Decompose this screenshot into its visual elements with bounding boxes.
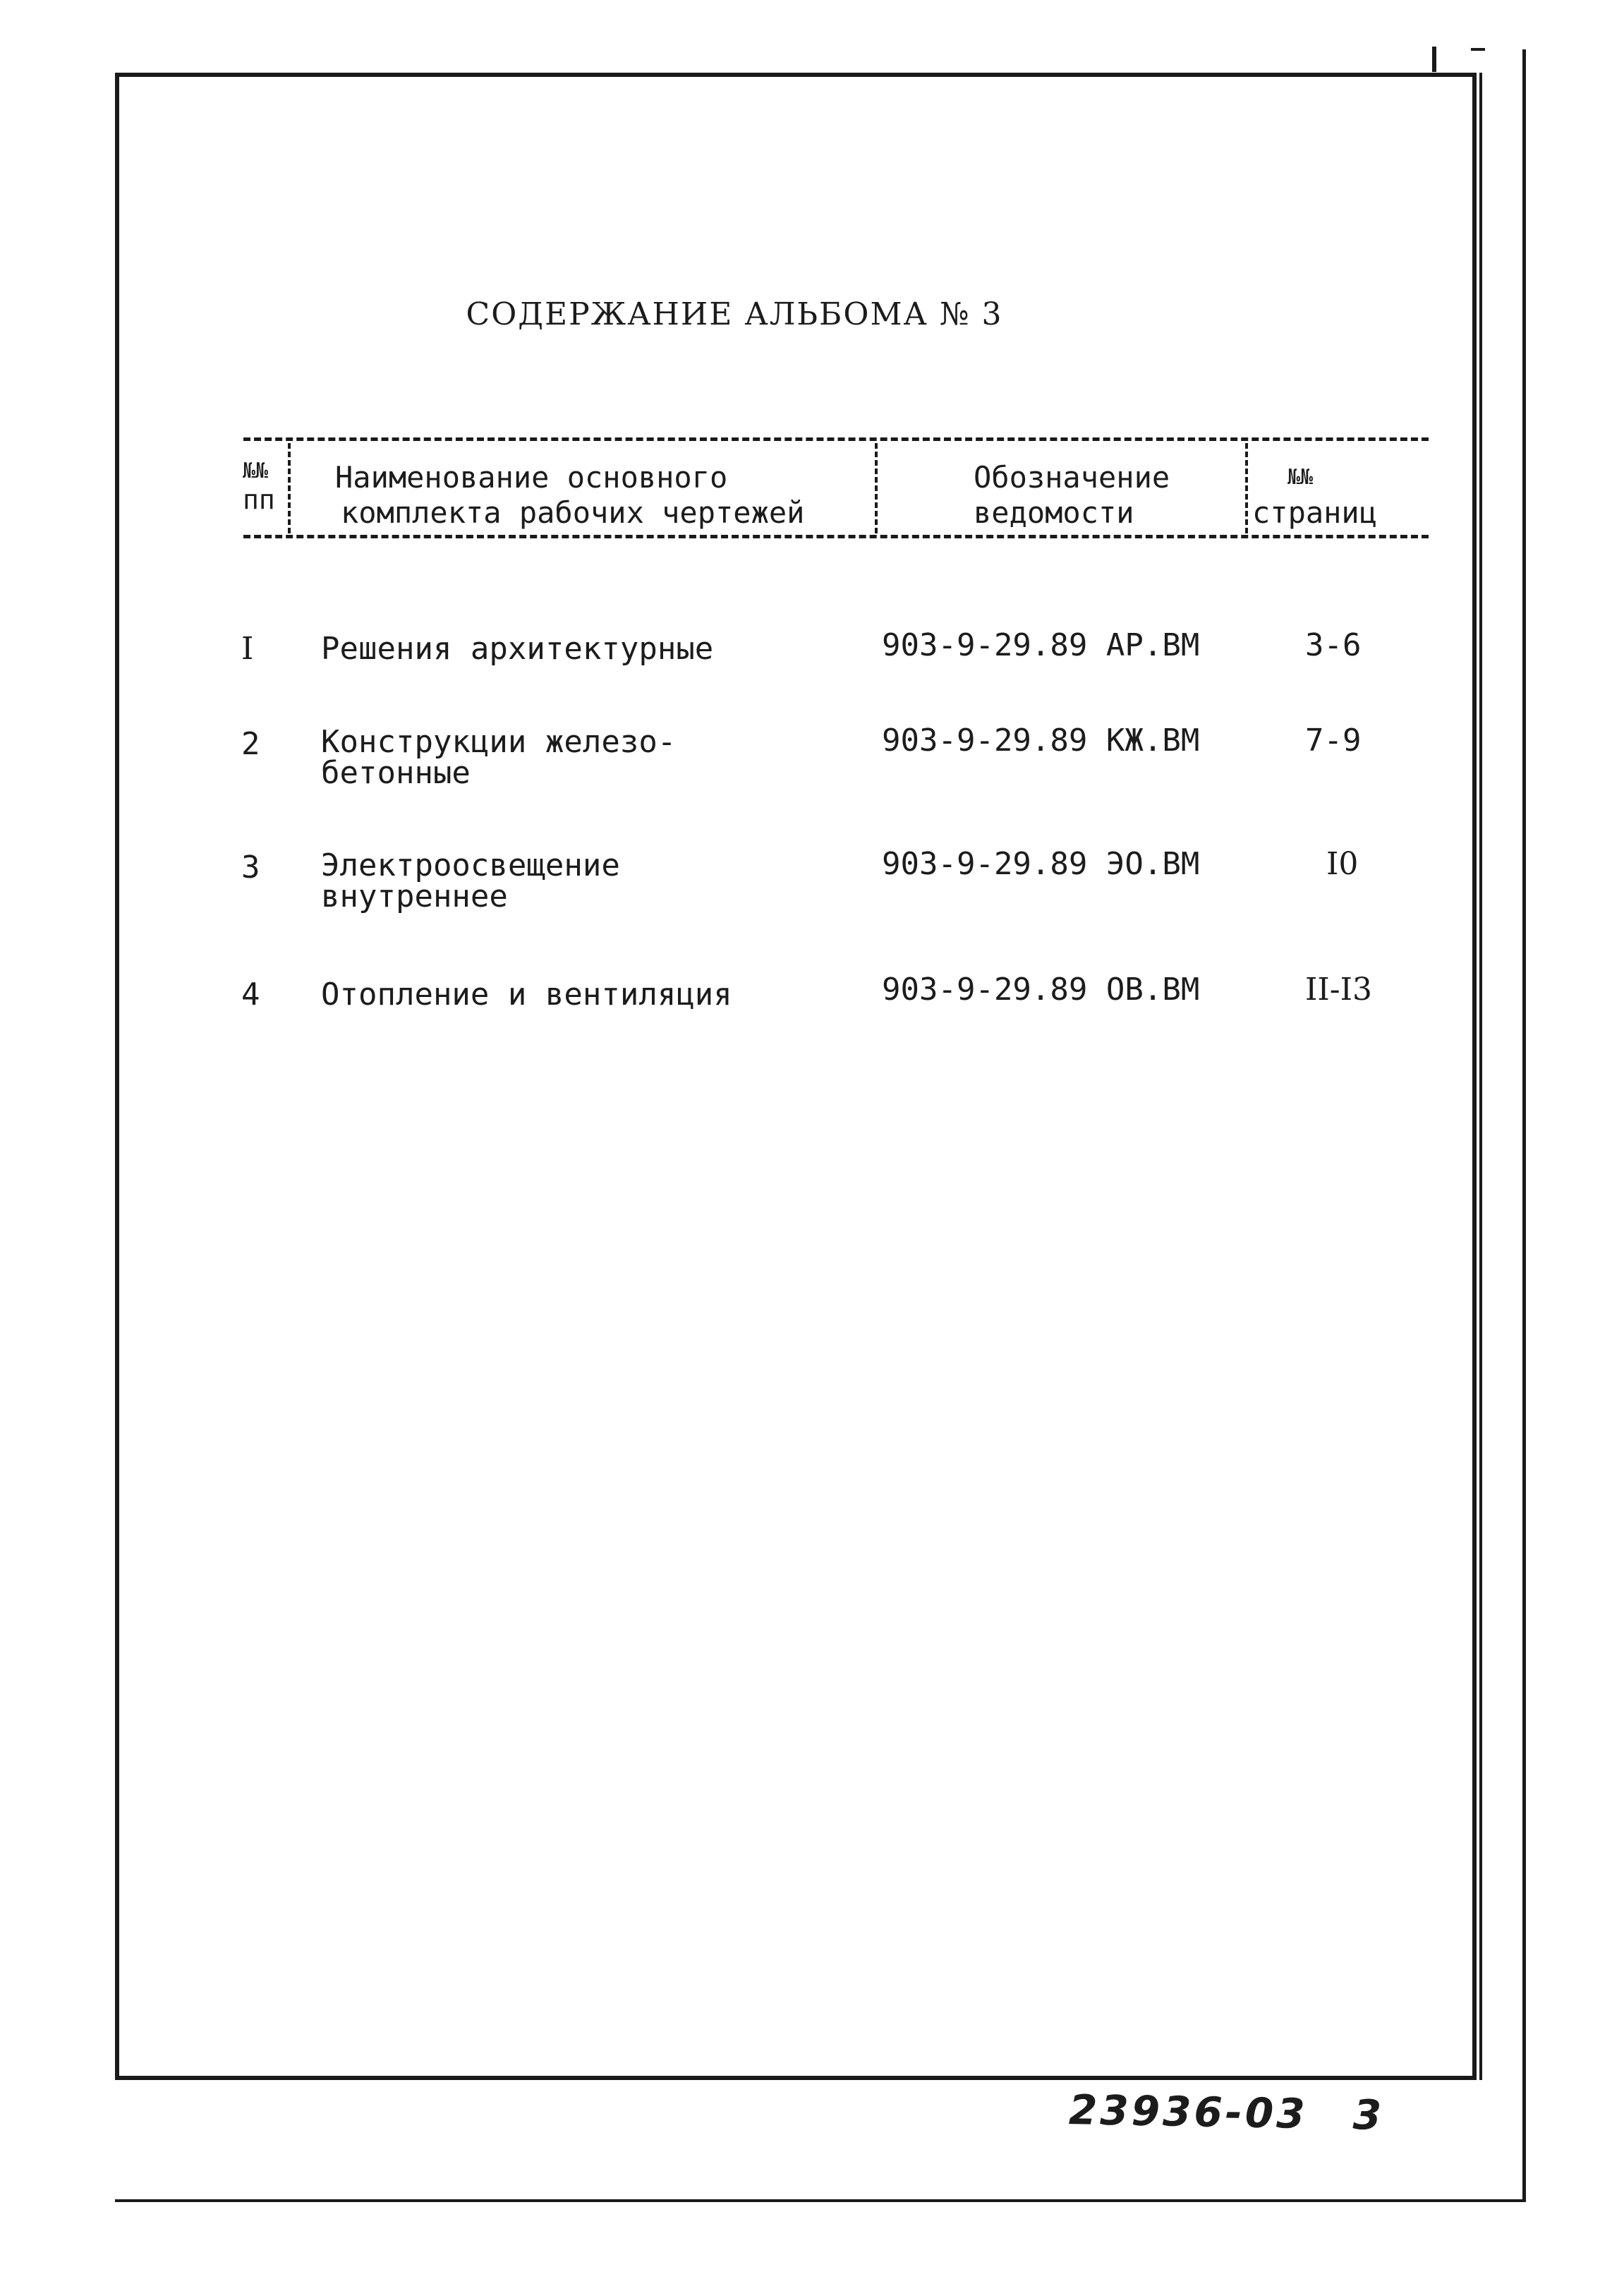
frame-outer-right-rule (1522, 49, 1526, 2201)
stamp-code: 23936-03 (1068, 2086, 1309, 2139)
row-name (321, 977, 732, 1012)
row-designation: 903-9-29.89 ОВ.ВМ (882, 972, 1200, 1008)
drawing-frame (115, 73, 1477, 2080)
header-divider-1 (288, 443, 291, 533)
row-pages: II-I3 (1305, 972, 1373, 1008)
row-pages: 7-9 (1305, 723, 1362, 758)
header-pages (1252, 460, 1377, 531)
row-number: 4 (241, 977, 260, 1012)
header-designation-line-2: ведомости (974, 495, 1134, 530)
document-stamp (1068, 2086, 1384, 2139)
header-pages-line-2: страниц (1252, 495, 1378, 530)
frame-top-dash (1471, 48, 1485, 51)
frame-inner-right-rule (1479, 73, 1482, 2080)
row-name-line-1: Электроосвещение (321, 847, 620, 883)
row-designation: 903-9-29.89 КЖ.ВМ (882, 723, 1200, 758)
stamp-page-number: 3 (1352, 2091, 1385, 2139)
header-name (335, 460, 804, 531)
header-divider-3 (1245, 443, 1248, 533)
row-name-line-2: бетонные (321, 755, 471, 791)
header-name-line-1: Наименование основного (335, 460, 728, 495)
row-number: 3 (241, 850, 260, 885)
row-name (321, 631, 713, 667)
row-number: 2 (241, 726, 260, 762)
header-divider-2 (875, 443, 878, 533)
row-name-line-2: внутреннее (321, 878, 508, 914)
row-name (321, 847, 620, 914)
row-pages: I0 (1326, 846, 1359, 882)
row-name-line-1: Отопление и вентиляция (321, 977, 732, 1012)
header-top-rule (243, 437, 1429, 441)
header-pages-line-1: №№ (1287, 465, 1314, 490)
header-bottom-rule (243, 535, 1429, 538)
header-num-line-2: пп (243, 484, 275, 515)
header-num-line-1: №№ (243, 459, 269, 483)
header-num (243, 457, 275, 514)
row-designation: 903-9-29.89 АР.ВМ (882, 627, 1200, 663)
row-pages: 3-6 (1305, 627, 1362, 663)
document-title: СОДЕРЖАНИЕ АЛЬБОМА № 3 (466, 296, 1003, 332)
row-name-line-1: Конструкции железо- (321, 724, 677, 760)
header-name-line-2: комплекта рабочих чертежей (341, 495, 805, 530)
row-name (321, 724, 677, 791)
frame-top-tick (1432, 47, 1436, 72)
row-designation: 903-9-29.89 ЭО.ВМ (882, 846, 1200, 882)
header-designation (974, 460, 1170, 531)
header-designation-line-1: Обозначение (974, 460, 1170, 495)
row-number: I (241, 631, 254, 667)
row-name-line-1: Решения архитектурные (321, 631, 714, 667)
frame-bottom-rule (115, 2199, 1526, 2202)
